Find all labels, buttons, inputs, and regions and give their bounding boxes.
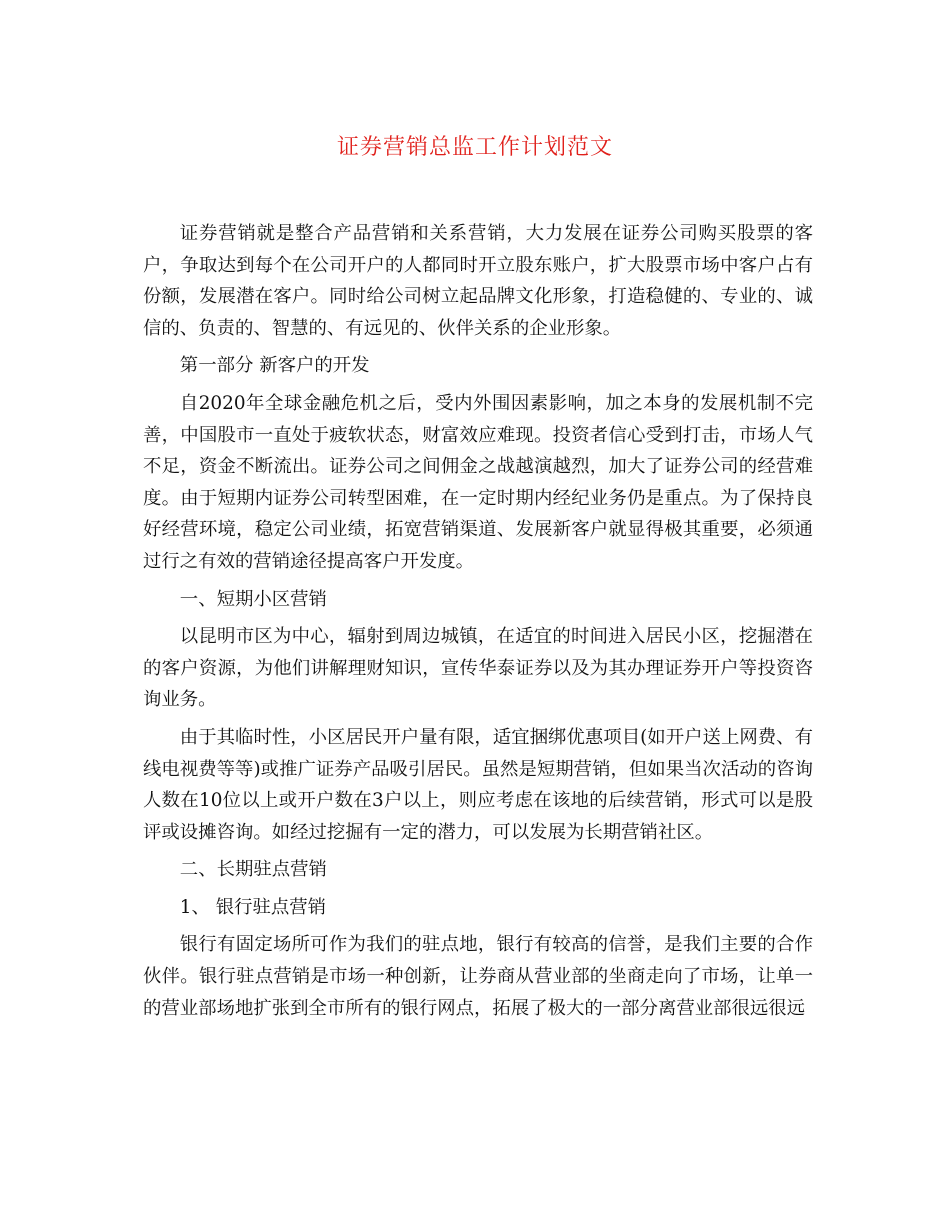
document-title: 证券营销总监工作计划范文 — [336, 135, 613, 160]
subheading-bank-marketing: 1、 银行驻点营销 — [179, 896, 327, 918]
section-heading-part-one: 第一部分 新客户的开发 — [179, 355, 370, 377]
paragraph-community-marketing: 以昆明市区为中心，辐射到周边城镇，在适宜的时间进入居民小区，挖掘潜在的客户资源，为他们讲解理财知识，宣传华泰证券以及为其办理证券开户等投资咨询业务。 — [143, 626, 813, 711]
subheading-long-term: 二、长期驻点营销 — [179, 859, 327, 881]
paragraph-intro: 证券营销就是整合产品营销和关系营销，大力发展在证券公司购买股票的客户，争取达到每个在公司开户的人都同时开立股东账户，扩大股票市场中客户占有份额，发展潜在客户。同时给公司树立起品牌文化形象，打造稳健的、专业的、诚信的、负责的、智慧的、有远见的、伙伴关系的企业形象。 — [143, 223, 813, 339]
document-body — [143, 218, 813, 1030]
paragraph-bank-marketing: 银行有固定场所可作为我们的驻点地，银行有较高的信誉，是我们主要的合作伙伴。银行驻点营销是市场一种创新，让券商从营业部的坐商走向了市场，让单一的营业部场地扩张到全市所有的银行网点，拓展了极大的一部分离营业部很远很远 — [143, 934, 813, 1019]
paragraph-background: 自2020年全球金融危机之后，受内外围因素影响，加之本身的发展机制不完善，中国股市一直处于疲软状态，财富效应难现。投资者信心受到打击，市场人气不足，资金不断流出。证券公司之间佣金之战越演越烈，加大了证券公司的经营难度。由于短期内证券公司转型困难，在一定时期内经纪业务仍是重点。为了保持良好经营环境，稳定公司业绩，拓宽营销渠道、发展新客户就显得极其重要，必须通过行之有效的营销途径提高客户开发度。 — [143, 392, 813, 572]
paragraph-temporary-nature: 由于其临时性，小区居民开户量有限，适宜捆绑优惠项目(如开户送上网费、有线电视费等等)或推广证券产品吸引居民。虽然是短期营销，但如果当次活动的咨询人数在10位以上或开户数在3户以上，则应考虑在该地的后续营销，形式可以是股评或设摊咨询。如经过挖掘有一定的潜力，可以发展为长期营销社区。 — [143, 726, 813, 843]
subheading-short-term: 一、短期小区营销 — [179, 588, 327, 610]
